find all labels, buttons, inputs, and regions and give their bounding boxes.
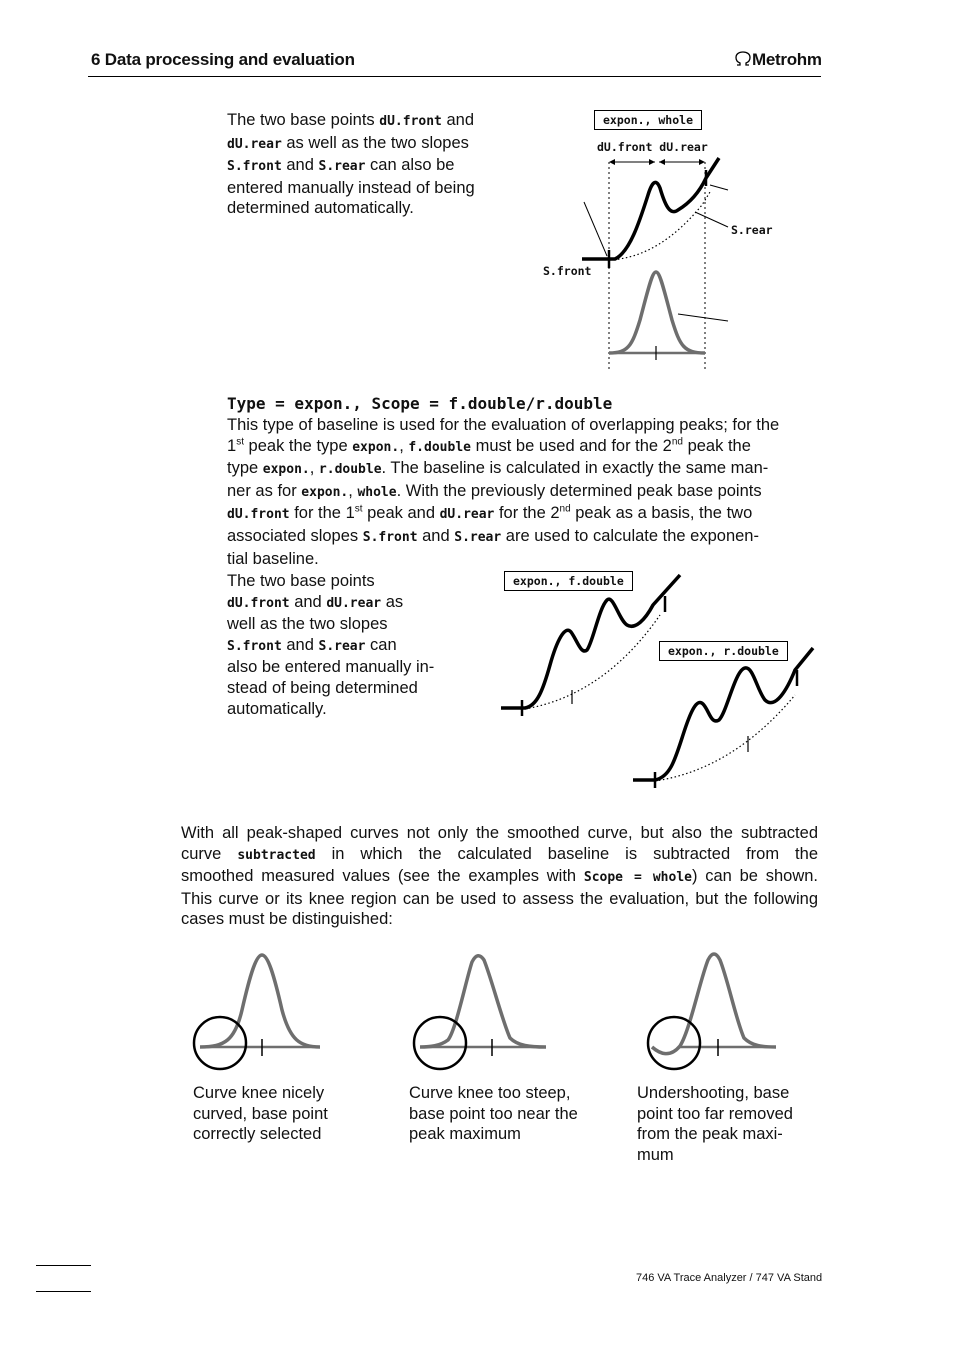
code-S-front: S.front xyxy=(227,159,282,175)
fdouble-curve xyxy=(501,575,680,708)
code-dU-rear: dU.rear xyxy=(227,136,282,152)
case3-figure xyxy=(640,950,780,1075)
section3-paragraph: With all peak-shaped curves not only the smoothed curve, but also the subtracted curve subtracted in which the calculated baseline is subtracted from the smoothed measured values (see the examples with Scope = whole) can be shown. This curve or its knee region can be used to assess the evaluation, but the following cases must be distinguished: xyxy=(181,824,819,929)
footer-rule-bottom xyxy=(36,1291,91,1292)
brand-logo xyxy=(734,50,822,70)
case1-caption: Curve knee nicely curved, base point correctly selected xyxy=(193,1084,328,1144)
case2-caption: Curve knee too steep, base point too near the peak maximum xyxy=(409,1084,578,1144)
peak-curve xyxy=(582,158,719,259)
case1-figure xyxy=(190,950,325,1075)
label-expon-r-double: expon., r.double xyxy=(659,641,788,661)
case2-figure xyxy=(410,950,550,1075)
section1-paragraph: The two base points dU.front and dU.rear as well as the two slopes S.front and S.rear can also be entered manually instead of being determined automatically. xyxy=(227,111,475,218)
fdouble-baseline xyxy=(525,615,660,709)
case3-caption: Undershooting, base point too far removed from the peak maxi- mum xyxy=(637,1084,793,1164)
footer-rule-top xyxy=(36,1265,91,1266)
brand-logo-text: Metrohm xyxy=(752,50,822,69)
section-heading: Type = expon., Scope = f.double/r.double xyxy=(227,394,613,413)
label-S-rear: S.rear xyxy=(731,223,773,237)
section2-paragraph2: The two base points dU.front and dU.rear as well as the two slopes S.front and S.rear can also be entered manually in- stead of being determined automatically. xyxy=(227,572,435,718)
case3-circle xyxy=(648,1017,700,1069)
case2-peak xyxy=(420,956,546,1047)
label-expon-f-double: expon., f.double xyxy=(504,571,633,591)
figure-double-peaks xyxy=(495,570,825,795)
page-header-title: 6 Data processing and evaluation xyxy=(91,50,355,69)
omega-logo-icon xyxy=(734,51,752,67)
case3-peak xyxy=(652,954,776,1054)
pointer-rear-top xyxy=(710,185,728,190)
case1-peak xyxy=(200,955,320,1047)
pointer-S-rear xyxy=(695,212,728,227)
pointer-S-front xyxy=(584,202,607,256)
label-expon-whole: expon., whole xyxy=(594,110,702,130)
label-S-front: S.front xyxy=(543,264,592,278)
rdouble-curve xyxy=(633,648,813,780)
code-S-rear: S.rear xyxy=(318,159,366,175)
section2-paragraph: This type of baseline is used for the evaluation of overlapping peaks; for the 1st peak the type expon., f.double must be used and for the 2nd peak the type expon., r.double. The baseline is calculated in exactly the same man- ner as for expon., whole. With the previously determined peak base points dU.front for the 1st peak and dU.rear for the 2nd peak as a basis, the two associated slopes S.front and S.rear are used to calculate the exponen- tial baseline. xyxy=(227,416,780,568)
footer-text: 746 VA Trace Analyzer / 747 VA Stand xyxy=(636,1272,823,1284)
pointer-subtracted xyxy=(678,314,728,321)
header-rule xyxy=(88,76,821,77)
code-dU-front: dU.front xyxy=(379,114,442,129)
label-dU-front-rear: dU.front dU.rear xyxy=(597,140,708,154)
subtracted-peak xyxy=(609,272,705,353)
figure-expon-whole xyxy=(560,150,760,375)
